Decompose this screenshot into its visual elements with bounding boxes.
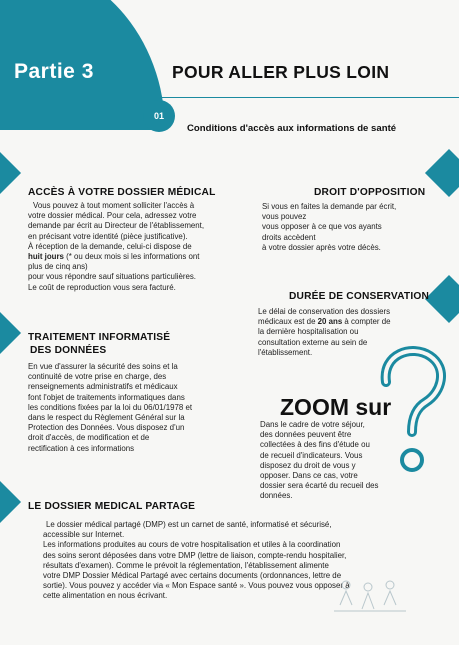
traitement-body	[28, 362, 246, 454]
zoom-line: des données peuvent être	[260, 430, 352, 440]
conservation-heading: DURÉE DE CONSERVATION	[289, 291, 430, 302]
dmp-line: sortie). Vous pouvez y accéder via « Mon Espace santé ». Vous pouvez vous opposer à	[43, 581, 350, 591]
zoom-title: ZOOM sur	[280, 394, 392, 420]
traitement-line: dans le respect du Règlement Général sur la	[28, 413, 185, 423]
acces-line	[28, 252, 242, 262]
traitement-line: continuité de votre prise en charge, des	[28, 372, 167, 382]
opposition-line: droits accèdent	[262, 232, 316, 242]
zoom-body	[260, 420, 400, 502]
traitement-line: les conditions fixées par la loi du 06/01/1978 et	[28, 402, 193, 412]
zoom-line: disposez du droit de vous y	[260, 460, 356, 470]
traitement-heading: TRAITEMENT INFORMATISÉ	[28, 332, 171, 343]
opposition-line: vous opposer à ce que vos ayants	[262, 222, 382, 232]
opposition-line: à votre dossier après votre décès.	[262, 242, 381, 252]
traitement-line: font l'objet de traitements informatiques dans	[28, 392, 185, 402]
dmp-line: résultats d'examen). Comme le prévoit la réglementation, l'établissement alimente	[43, 560, 329, 570]
acces-line: en précisant votre identité (pièce justificative).	[28, 231, 188, 241]
dmp-line: cette alimentation en nous écrivant.	[43, 591, 168, 601]
opposition-line: Si vous en faites la demande par écrit,	[262, 202, 397, 211]
traitement-line: renseignements administratifs et médicaux	[28, 382, 178, 392]
conservation-line: Le délai de conservation des dossiers	[258, 307, 391, 316]
conservation-line	[258, 317, 428, 327]
acces-heading: ACCÈS À VOTRE DOSSIER MÉDICAL	[28, 187, 216, 198]
opposition-heading: DROIT D'OPPOSITION	[314, 187, 426, 198]
acces-body	[28, 201, 242, 293]
opposition-body	[262, 202, 422, 253]
conservation-line2a: médicaux est de	[258, 317, 318, 327]
acces-line: Vous pouvez à tout moment solliciter l'accès à	[33, 201, 195, 210]
people-illustration-icon	[330, 575, 410, 615]
zoom-line: données.	[260, 491, 293, 501]
dmp-line: Le dossier médical partagé (DMP) est un carnet de santé, informatisé et sécurisé,	[46, 520, 332, 529]
dmp-heading: LE DOSSIER MEDICAL PARTAGE	[28, 501, 196, 512]
acces-line: À réception de la demande, celui-ci dispose de	[28, 241, 192, 251]
acces-delay-bold: huit jours	[28, 252, 64, 262]
page-title: POUR ALLER PLUS LOIN	[172, 62, 390, 82]
acces-line: demande par écrit au Directeur de l'établissement,	[28, 221, 205, 231]
acces-line: votre dossier médical. Pour cela, adressez votre	[28, 211, 197, 221]
acces-delay-rest: (* ou deux mois si les informations ont	[63, 252, 200, 262]
section-number-badge: 01	[143, 100, 175, 132]
section-subtitle: Conditions d'accès aux informations de santé	[187, 123, 397, 134]
zoom-line: collectées à des fins d'étude ou	[260, 440, 370, 450]
zoom-line: dossier sera écarté du recueil des	[260, 481, 379, 491]
conservation-line2b: à compter de	[342, 317, 391, 327]
zoom-line: de recueil d'indicateurs. Vous	[260, 450, 363, 460]
acces-line: plus de cinq ans)	[28, 262, 88, 272]
zoom-line: opposer. Dans ce cas, votre	[260, 471, 358, 481]
dmp-line: des soins seront déposées dans votre DMP (lettre de liaison, compte-rendu hospitalier,	[43, 550, 347, 560]
zoom-line: Dans le cadre de votre séjour,	[260, 420, 365, 429]
acces-line: Le coût de reproduction vous sera facturé.	[28, 282, 176, 292]
opposition-line: vous pouvez	[262, 212, 307, 222]
traitement-line: En vue d'assurer la sécurité des soins et la	[28, 362, 178, 371]
acces-line: pour vous répondre sauf situations particulières.	[28, 272, 196, 282]
conservation-line: l'établissement.	[258, 347, 313, 357]
traitement-line: Protection des Données. Vous disposez d'un	[28, 423, 185, 433]
traitement-line: rectification à ces informations	[28, 443, 135, 453]
traitement-heading-line2: DES DONNÉES	[30, 345, 107, 356]
conservation-line: la dernière hospitalisation ou	[258, 327, 359, 337]
conservation-duration-bold: 20 ans	[317, 317, 343, 327]
dmp-line: accessible sur Internet.	[43, 530, 125, 540]
dmp-line: Les informations produites au cours de votre hospitalisation et utiles à la coordination	[43, 540, 341, 550]
part-label: Partie 3	[14, 60, 94, 83]
title-divider	[150, 97, 459, 98]
conservation-line: consultation externe au sein de	[258, 337, 368, 347]
dmp-line: votre DMP Dossier Médical Partagé avec certains documents (ordonnances, lettre de	[43, 571, 342, 581]
traitement-line: droit d'accès, de modification et de	[28, 433, 150, 443]
